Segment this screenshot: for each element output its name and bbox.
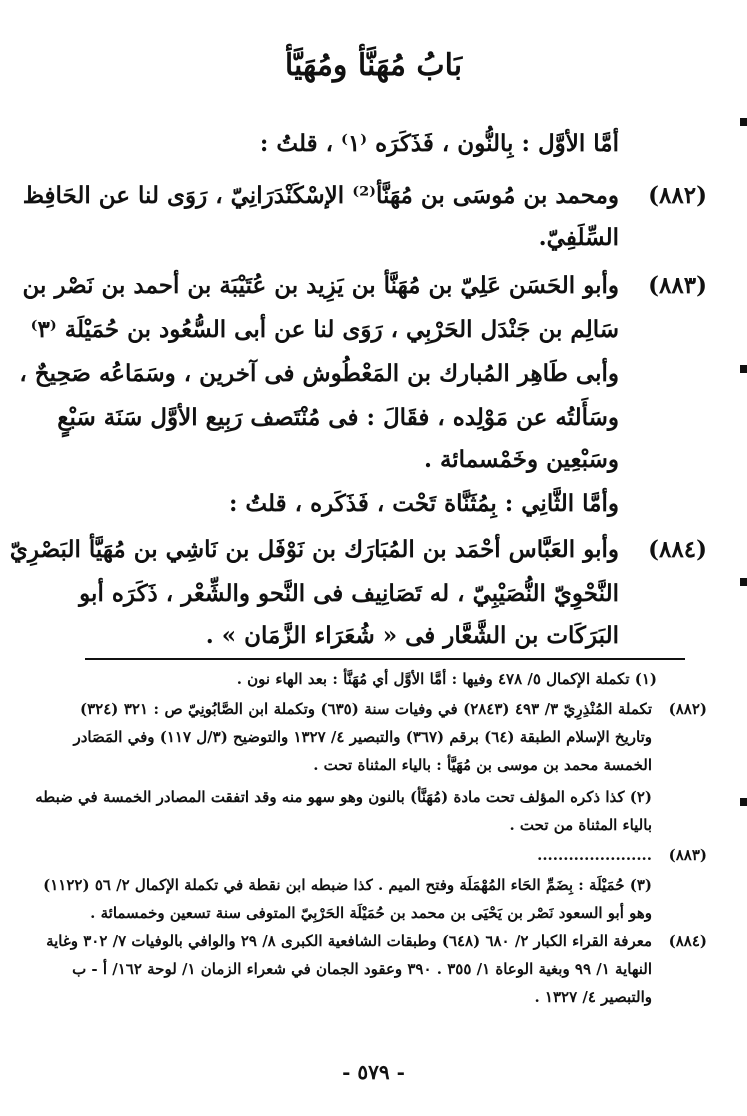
footnote-3-line-2: وهو أبو السعود نَصْر بن يَحْيَى بن محمد بن حُمَيْلَة الحَرْبِيّ المتوفى سنة تسعين وخمسمائة . [90,904,652,922]
footnote-2-line-1: (٢) كذا ذكره المؤلف تحت مادة (مُهَنَّأ) بالنون وهو سهو منه وقد اتفقت المصادر الخمسة في ضبطه [35,788,652,806]
footnote-number-882: (٨٨٢) [668,700,707,718]
entry-number-882: (٨٨٢) [648,182,707,209]
footnote-883-dots: ...................... [537,846,652,864]
footnote-divider [85,658,685,660]
footnote-number-883: (٨٨٣) [668,846,707,864]
entry-884-line-1: وأبو العَبَّاس أحْمَد بن المُبَارَك بن نَوْفَل بن نَاشِي بن مُهَيَّأ البَصْرِيّ [9,536,619,563]
footnote-1: (١) تكملة الإكمال ٥/ ٤٧٨ وفيها : أمَّا الأوَّل أي مُهَنَّأ : بعد الهاء نون . [236,670,657,688]
entry-883-line-5: وسَبْعِين وخَمْسمائة . [423,446,619,473]
footnote-882-line-3: الخمسة محمد بن موسى بن مُهَيَّأ : بالياء المثناة تحت . [313,756,652,774]
entry-883-line-2: سَالِم بن جَنْدَل الحَرْبِي ، رَوَى لنا عن أبى السُّعُود بن حُمَيْلَة ⁽٣⁾ [30,316,619,343]
intro-line: أمَّا الأوَّل : بِالنُّون ، فَذَكَرَه ⁽١⁾ ، قلتُ : [259,130,619,157]
footnote-number-884: (٨٨٤) [668,932,707,950]
entry-884-line-2: النَّحْوِيّ النُّصَيْبِيّ ، له تَصَانِيف فى النَّحو والشِّعْر ، ذَكَرَه أبو [79,580,619,607]
scan-edge-mark [740,798,747,806]
entry-number-884: (٨٨٤) [648,536,707,563]
footnote-884-line-1: معرفة القراء الكبار ٢/ ٦٨٠ (٦٤٨) وطبقات الشافعية الكبرى ٨/ ٢٩ والوافي بالوفيات ٧/ ٣٠٢ وغاية [46,932,652,950]
entry-883-line-1: وأبو الحَسَن عَلِيّ بن مُهَنَّأ بن يَزِيد بن عُتَيْبَة بن أحمد بن نَصْر بن [22,272,619,299]
chapter-title: بَابُ مُهَنَّأ ومُهَيَّأ [284,48,463,83]
entry-883-line-3: وأبى طَاهِر المُبارك بن المَعْطُوش فى آخرين ، وسَمَاعُه صَحِيحٌ ، [19,360,619,387]
scan-edge-mark [740,578,747,586]
entry-884-line-3: البَرَكَات بن الشَّعَّار فى « شُعَرَاء الزَّمَان » . [205,622,619,649]
footnote-884-line-2: النهاية ١/ ٩٩ وبغية الوعاة ١/ ٣٥٥ . ٣٩٠ وعقود الجمان في شعراء الزمان ١/ لوحة ١٦٢/ أ - ب [72,960,652,978]
entry-882-line-1: ومحمد بن مُوسَى بن مُهَنَّأ⁽²⁾ الإسْكَنْدَرَانِيّ ، رَوَى لنا عن الحَافِظ [22,182,619,209]
footnote-2-line-2: بالياء المثناة من تحت . [509,816,652,834]
section-two-intro: وأمَّا الثَّانِي : بِمُثَنَّاة تَحْت ، فَذَكَره ، قلتُ : [228,490,619,517]
entry-882-line-2: السِّلَفِيّ. [538,224,619,251]
footnote-882-line-2: وتاريخ الإسلام الطبقة (٦٤) برقم (٣٦٧) والتبصير ٤/ ١٣٢٧ والتوضيح (٣/ل ١١٧) وفي المَصَادر [73,728,652,746]
entry-number-883: (٨٨٣) [648,272,707,299]
scan-edge-mark [740,118,747,126]
footnote-882-line-1: تكملة المُنْذِرِيّ ٣/ ٤٩٣ (٢٨٤٣) في وفيات سنة (٦٣٥) وتكملة ابن الصَّابُونِيّ ص : ٣٢١ (٣٢٤) [80,700,652,718]
scan-edge-mark [740,365,747,373]
footnote-884-line-3: والتبصير ٤/ ١٣٢٧ . [534,988,652,1006]
footnote-3-line-1: (٣) حُمَيْلَة : بِضَمِّ الحَاء المُهْمَلَة وفتح الميم . كذا ضبطه ابن نقطة في تكملة الإكمال ٢/ ٥٦ (١١٢٢) [43,876,652,894]
page-number: - ٥٧٩ - [342,1060,405,1084]
entry-883-line-4: وسَأَلتُه عن مَوْلِده ، فقَالَ : فى مُنْتَصف رَبِيع الأوَّل سَنَة سَبْعٍ [57,404,619,431]
